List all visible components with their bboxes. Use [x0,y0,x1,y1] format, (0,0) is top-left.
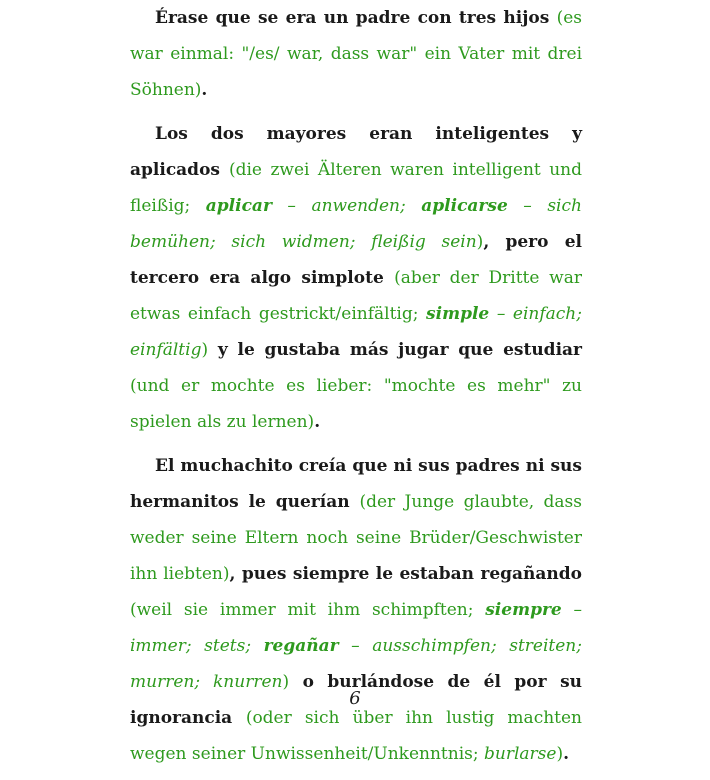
vocab-definition: – ausschimpfen; streiten; murren; knurren [130,636,582,692]
paragraph-3 [130,448,582,772]
german-translation: ) [476,232,484,252]
german-translation: (oder sich über ihn lustig machten wegen seiner Unwissenheit/Unkenntnis; [130,708,583,764]
spanish-text: . [563,744,570,764]
spanish-text: Los dos mayores eran inteligentes y aplicados [130,124,582,180]
vocab-definition: – anwenden; [271,196,422,216]
german-translation: (es war einmal: "/es/ war, dass war" ein Vater mit drei Söhnen) [130,8,582,100]
german-translation: (die zwei Älteren waren intelligent und fleißig; [130,160,582,216]
german-translation: (der Junge glaubte, dass weder seine Eltern noch seine Brüder/Geschwister ihn liebten) [130,492,582,584]
german-translation: ) [282,672,290,692]
page-number: 6 [349,688,361,709]
vocab-definition: – sich bemühen; sich widmen; fleißig sein [130,196,582,252]
text-block [130,0,582,780]
spanish-text: Érase que se era un padre con tres hijos [155,8,557,28]
vocab-term: siempre [485,600,562,620]
spanish-text: y le gustaba más jugar que estudiar [208,340,582,360]
paragraph-1 [130,0,582,108]
german-translation: (aber der Dritte war etwas einfach gestrickt/einfältig; [130,268,582,324]
vocab-term: simple [426,304,490,324]
vocab-definition: – immer; stets; [130,600,583,656]
spanish-text: o burlándose de él por su ignorancia [130,672,582,728]
vocab-definition: – einfach; einfältig [130,304,582,360]
vocab-term: aplicarse [421,196,508,216]
spanish-text: El muchachito creía que ni sus padres ni sus hermanitos le querían [130,456,582,512]
spanish-text: , pero el tercero era algo simplote [130,232,582,288]
paragraph-2 [130,116,582,440]
vocab-term: burlarse [484,744,557,764]
german-translation: (und er mochte es lieber: "mochte es mehr" zu spielen als zu lernen) [130,376,582,432]
german-translation: (weil sie immer mit ihm schimpften; [130,600,486,620]
vocab-term: aplicar [205,196,272,216]
german-translation: ) [201,340,209,360]
spanish-text: , pues siempre le estaban regañando [229,564,582,584]
spanish-text: . [201,80,208,100]
spanish-text: . [314,412,321,432]
german-translation: ) [556,744,564,764]
vocab-term: regañar [263,636,339,656]
